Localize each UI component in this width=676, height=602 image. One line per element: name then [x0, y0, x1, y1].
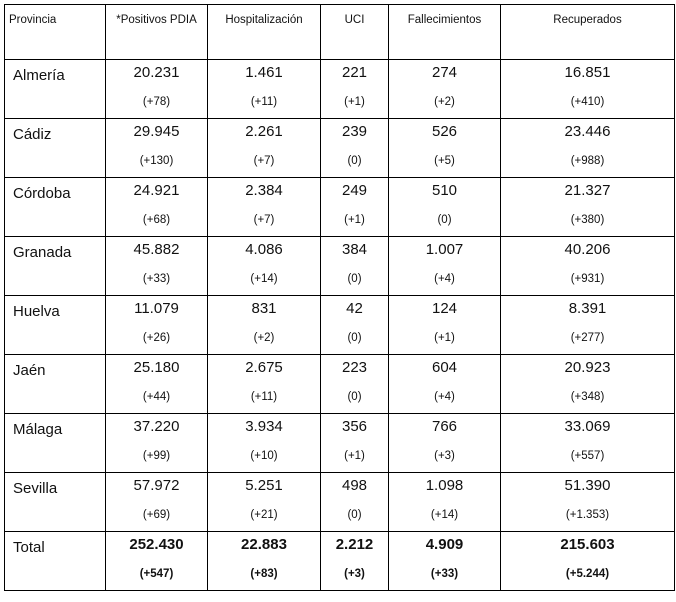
recup-total-delta: (+5.244) [565, 568, 610, 580]
covid-provinces-table [4, 4, 675, 591]
table-row [5, 237, 675, 296]
uci-value: 223 [341, 359, 368, 376]
header-row [5, 5, 675, 60]
recup-cell [501, 178, 675, 237]
hosp-cell [208, 119, 321, 178]
hosp-delta: (+14) [250, 273, 278, 285]
recup-delta: (+931) [570, 273, 605, 285]
hosp-cell [208, 237, 321, 296]
hosp-total-delta: (+83) [250, 568, 278, 580]
uci-delta: (0) [347, 155, 362, 167]
hosp-cell [208, 60, 321, 119]
uci-cell [321, 60, 389, 119]
recup-cell [501, 60, 675, 119]
fall-delta: (+4) [434, 391, 455, 403]
fall-value: 1.007 [425, 241, 464, 258]
positivos-value: 25.180 [133, 359, 180, 376]
recup-value: 16.851 [564, 64, 611, 81]
uci-delta: (0) [347, 273, 362, 285]
uci-cell [321, 473, 389, 532]
header-recuperados: Recuperados [501, 5, 675, 60]
total-label: Total [5, 532, 106, 591]
fall-cell [389, 237, 501, 296]
uci-cell [321, 178, 389, 237]
province-cell: Granada [5, 237, 106, 296]
hosp-value: 2.384 [245, 182, 283, 199]
fall-value: 766 [431, 418, 458, 435]
hosp-value: 2.261 [245, 123, 283, 140]
uci-delta: (+1) [344, 450, 365, 462]
fall-value: 124 [431, 300, 458, 317]
table-row [5, 355, 675, 414]
fall-delta: (+3) [434, 450, 455, 462]
recup-value: 8.391 [568, 300, 607, 317]
recup-cell [501, 473, 675, 532]
positivos-delta: (+130) [139, 155, 174, 167]
hosp-cell [208, 532, 321, 591]
uci-delta: (+1) [344, 214, 365, 226]
positivos-delta: (+44) [142, 391, 171, 403]
positivos-cell [106, 355, 208, 414]
positivos-value: 37.220 [133, 418, 180, 435]
recup-delta: (+348) [570, 391, 605, 403]
hosp-delta: (+7) [253, 155, 275, 167]
hosp-cell [208, 178, 321, 237]
recup-cell [501, 532, 675, 591]
positivos-delta: (+69) [142, 509, 171, 521]
fall-cell [389, 532, 501, 591]
hosp-delta: (+11) [250, 391, 278, 403]
positivos-cell [106, 414, 208, 473]
province-cell: Huelva [5, 296, 106, 355]
positivos-delta: (+33) [142, 273, 171, 285]
table-row [5, 414, 675, 473]
province-cell: Málaga [5, 414, 106, 473]
province-cell: Sevilla [5, 473, 106, 532]
hosp-cell [208, 414, 321, 473]
uci-delta: (0) [347, 332, 362, 344]
fall-cell [389, 119, 501, 178]
positivos-value: 29.945 [133, 123, 180, 140]
recup-delta: (+1.353) [565, 509, 610, 521]
fall-value: 1.098 [425, 477, 464, 494]
hosp-delta: (+21) [250, 509, 278, 521]
recup-value: 20.923 [564, 359, 611, 376]
header-positivos: *Positivos PDIA [106, 5, 208, 60]
recup-cell [501, 414, 675, 473]
positivos-value: 57.972 [133, 477, 180, 494]
fall-delta: (+2) [434, 96, 455, 108]
hosp-cell [208, 296, 321, 355]
total-row [5, 532, 675, 591]
recup-delta: (+988) [570, 155, 605, 167]
positivos-cell [106, 473, 208, 532]
uci-total-delta: (+3) [344, 568, 365, 580]
header-uci: UCI [321, 5, 389, 60]
fall-delta: (0) [437, 214, 452, 226]
positivos-delta: (+78) [142, 96, 171, 108]
fall-delta: (+1) [434, 332, 455, 344]
fall-value: 510 [431, 182, 458, 199]
header-hospitalizacion: Hospitalización [208, 5, 321, 60]
hosp-value: 1.461 [245, 64, 283, 81]
uci-total: 2.212 [335, 536, 374, 553]
hosp-value: 2.675 [245, 359, 283, 376]
table-row [5, 178, 675, 237]
table-row [5, 60, 675, 119]
hosp-delta: (+11) [250, 96, 278, 108]
recup-cell [501, 119, 675, 178]
recup-value: 51.390 [564, 477, 611, 494]
uci-cell [321, 237, 389, 296]
hosp-delta: (+7) [253, 214, 275, 226]
uci-value: 249 [341, 182, 368, 199]
hosp-delta: (+2) [253, 332, 275, 344]
uci-cell [321, 355, 389, 414]
uci-delta: (0) [347, 391, 362, 403]
uci-cell [321, 119, 389, 178]
uci-value: 384 [341, 241, 368, 258]
recup-delta: (+557) [570, 450, 605, 462]
uci-value: 42 [346, 300, 363, 317]
positivos-cell [106, 532, 208, 591]
positivos-cell [106, 296, 208, 355]
uci-value: 221 [341, 64, 368, 81]
positivos-delta: (+68) [142, 214, 171, 226]
fall-cell [389, 355, 501, 414]
uci-cell [321, 296, 389, 355]
positivos-value: 45.882 [133, 241, 180, 258]
fall-total: 4.909 [425, 536, 464, 553]
positivos-cell [106, 60, 208, 119]
positivos-cell [106, 178, 208, 237]
province-cell: Córdoba [5, 178, 106, 237]
table-row [5, 119, 675, 178]
fall-cell [389, 60, 501, 119]
recup-cell [501, 296, 675, 355]
province-cell: Jaén [5, 355, 106, 414]
uci-cell [321, 414, 389, 473]
uci-delta: (0) [347, 509, 362, 521]
recup-total: 215.603 [560, 536, 615, 553]
recup-cell [501, 237, 675, 296]
fall-value: 274 [431, 64, 458, 81]
positivos-total: 252.430 [129, 536, 184, 553]
recup-value: 23.446 [564, 123, 611, 140]
positivos-value: 11.079 [134, 300, 179, 317]
province-cell: Cádiz [5, 119, 106, 178]
fall-cell [389, 178, 501, 237]
fall-cell [389, 296, 501, 355]
hosp-delta: (+10) [250, 450, 278, 462]
province-cell: Almería [5, 60, 106, 119]
fall-delta: (+5) [434, 155, 455, 167]
recup-value: 33.069 [564, 418, 611, 435]
fall-total-delta: (+33) [430, 568, 459, 580]
hosp-value: 3.934 [245, 418, 283, 435]
recup-delta: (+277) [570, 332, 605, 344]
uci-cell [321, 532, 389, 591]
recup-cell [501, 355, 675, 414]
recup-value: 21.327 [564, 182, 611, 199]
hosp-value: 5.251 [245, 477, 283, 494]
hosp-value: 4.086 [245, 241, 283, 258]
uci-delta: (+1) [344, 96, 365, 108]
uci-value: 498 [341, 477, 368, 494]
positivos-value: 24.921 [133, 182, 180, 199]
positivos-total-delta: (+547) [139, 568, 174, 580]
hosp-cell [208, 473, 321, 532]
uci-value: 356 [341, 418, 368, 435]
fall-delta: (+4) [434, 273, 455, 285]
hosp-value: 831 [251, 300, 277, 317]
table-row [5, 296, 675, 355]
fall-value: 526 [431, 123, 458, 140]
table-row [5, 473, 675, 532]
uci-value: 239 [341, 123, 368, 140]
positivos-value: 20.231 [133, 64, 180, 81]
header-provincia: Provincia [5, 5, 106, 60]
hosp-cell [208, 355, 321, 414]
fall-delta: (+14) [430, 509, 459, 521]
recup-value: 40.206 [564, 241, 611, 258]
fall-value: 604 [431, 359, 458, 376]
header-fallecimientos: Fallecimientos [389, 5, 501, 60]
hosp-total: 22.883 [241, 536, 287, 553]
fall-cell [389, 473, 501, 532]
positivos-cell [106, 237, 208, 296]
positivos-delta: (+26) [142, 332, 171, 344]
positivos-cell [106, 119, 208, 178]
fall-cell [389, 414, 501, 473]
recup-delta: (+410) [570, 96, 605, 108]
recup-delta: (+380) [570, 214, 605, 226]
positivos-delta: (+99) [142, 450, 171, 462]
